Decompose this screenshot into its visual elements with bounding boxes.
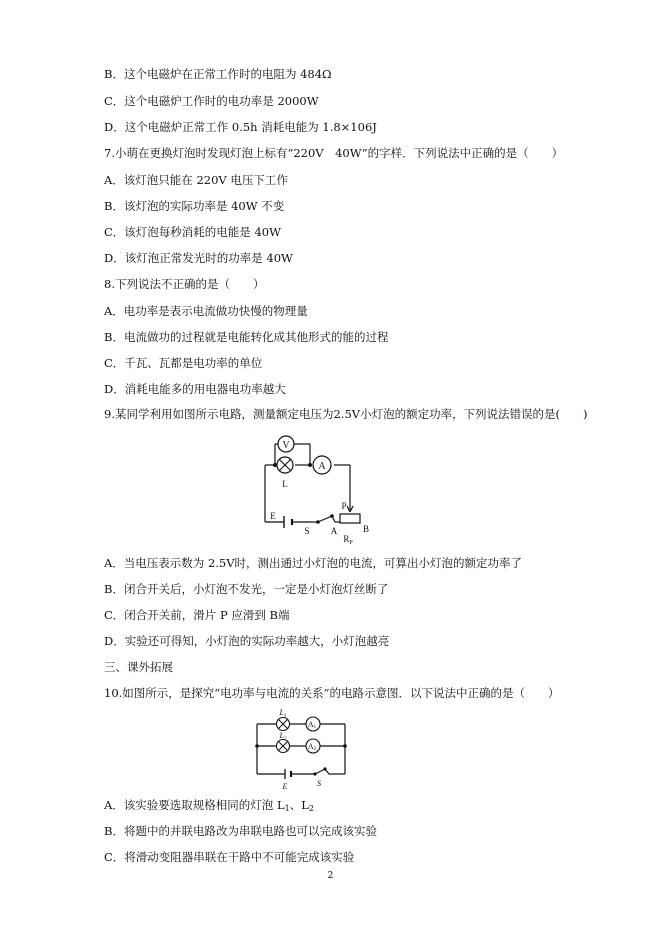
ammeter2-label: A2 [307,742,317,752]
circuit-diagram-q10 [245,707,355,793]
question-7: 7.小萌在更换灯泡时发现灯泡上标有“220V 40W”的字样．下列说法中正确的是（ ） [104,146,564,160]
option-b-q8: B．电流做功的过程就是电能转化成其他形式的能的过程 [104,330,389,344]
option-c-q6: C．这个电磁炉工作时的电功率是 2000W [104,94,319,108]
question-10: 10.如图所示，是探究“电功率与电流的关系”的电路示意图．以下说法中正确的是（ ） [104,686,560,700]
page-number: 2 [327,871,334,881]
option-b-q9: B．闭合开关后，小灯泡不发光，一定是小灯泡灯丝断了 [104,582,389,596]
option-a-q7: A．该灯泡只能在 220V 电压下工作 [104,173,288,187]
option-c-q9: C．闭合开关前，滑片 P 应滑到 B端 [104,608,290,622]
option-d-q7: D．该灯泡正常发光时的功率是 40W [104,251,293,265]
option-d-q9: D．实验还可得知，小灯泡的实际功率越大，小灯泡越亮 [104,634,390,648]
option-d-q8: D．消耗电能多的用电器电功率越大 [104,382,286,396]
ammeter-label: A [318,461,326,472]
switch-label: S [317,779,321,788]
option-b-q7: B．该灯泡的实际功率是 40W 不变 [104,199,285,213]
voltmeter-label: V [282,440,290,451]
switch-label: S [304,526,310,536]
end-a-label: A [330,526,338,536]
option-a-q8: A．电功率是表示电流做功快慢的物理量 [104,304,308,318]
end-b-label: B [362,524,370,534]
option-a-q9: A．当电压表示数为 2.5V时，测出通过小灯泡的电流，可算出小灯泡的额定功率了 [104,556,523,570]
battery-label: E [282,782,288,791]
slider-label: P [341,501,347,511]
question-8: 8.下列说法不正确的是（ ） [104,277,265,291]
option-b-q6: B．这个电磁炉在正常工作时的电阻为 484Ω [104,67,332,81]
option-d-q6: D．这个电磁炉正常工作 0.5h 消耗电能为 1.8×106J [104,120,377,134]
option-c-q10: C．将滑动变阻器串联在干路中不可能完成该实验 [104,850,355,864]
ammeter1-label: A1 [307,720,317,730]
option-c-q8: C．千瓦、瓦都是电功率的单位 [104,356,263,370]
question-9: 9.某同学利用如图所示电路，测量额定电压为2.5V小灯泡的额定功率，下列说法错误的是( ) [104,407,588,421]
option-b-q10: B．将题中的并联电路改为串联电路也可以完成该实验 [104,824,377,838]
option-c-q7: C．该灯泡每秒消耗的电能是 40W [104,225,281,239]
section-heading: 三、课外拓展 [104,660,173,674]
battery-label: E [270,511,276,521]
circuit-diagram-q9 [240,430,380,545]
lamp-label: L [282,479,288,489]
option-a-q10: A．该实验要选取规格相同的灯泡 $L_1$、$L_2$ [104,798,314,813]
lamp2-label: $L_2$ [279,731,287,742]
lamp1-label: $L_1$ [279,708,287,719]
rheostat-label: $R_P$ [343,534,353,545]
